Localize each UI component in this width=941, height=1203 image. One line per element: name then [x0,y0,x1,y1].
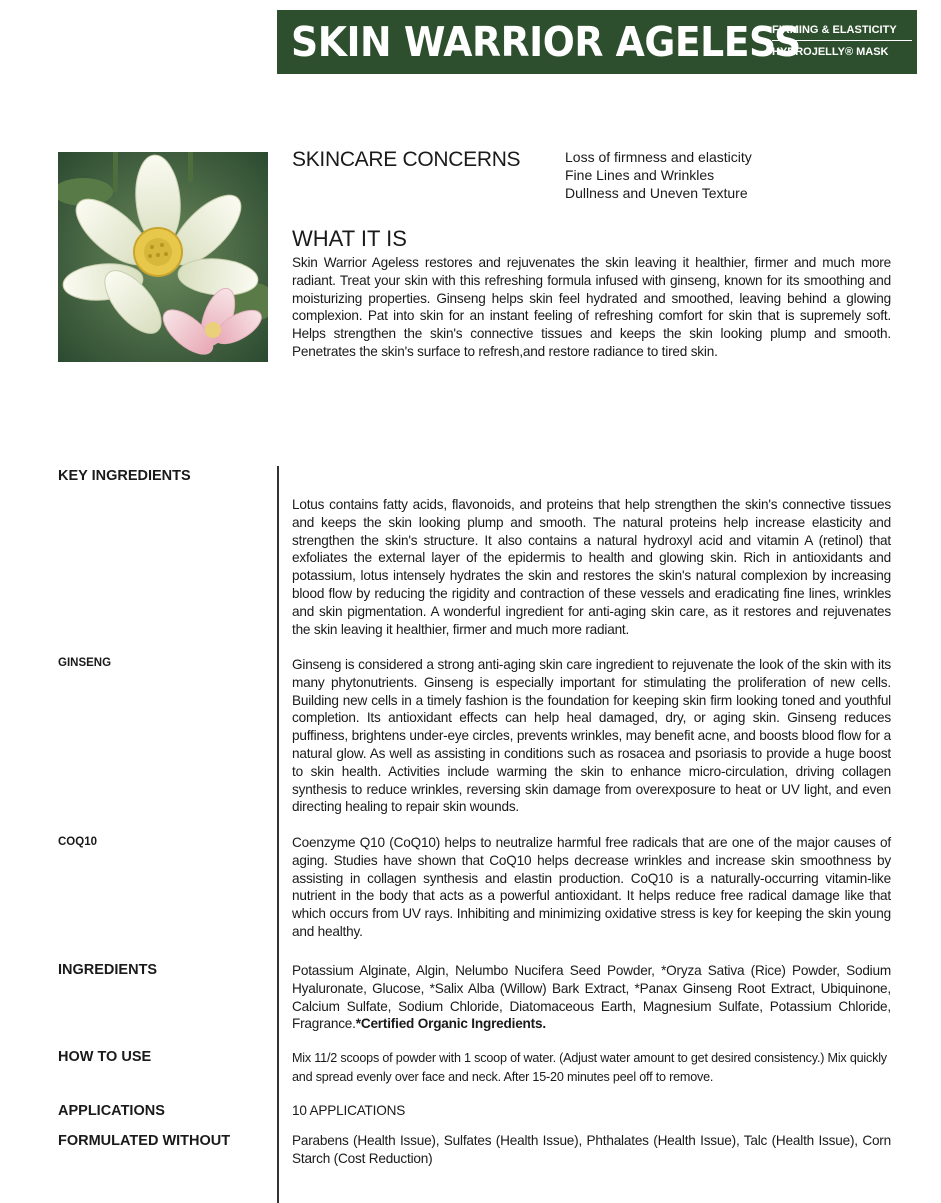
coq10-description: Coenzyme Q10 (CoQ10) helps to neutralize harmful free radicals that are one of the major causes of aging. Studies have shown that CoQ10 helps decrease wrinkles and increase skin smoothness by assisting in collagen synthesis and elastin production. CoQ10 is a naturally-occurring vitamin-like nutrient in the body that acts as a powerful antioxidant. It helps reduce free radical damage like that which occurs from UV rays. Inhibiting and minimizing oxidative stress is key for keeping the skin young and healthy. [292,835,891,939]
lotus-flower-image [58,152,268,362]
product-subtitle [772,22,912,60]
ingredients-list: Potassium Alginate, Algin, Nelumbo Nucifera Seed Powder, *Oryza Sativa (Rice) Powder, Sodium Hyaluronate, Glucose, *Salix Alba (Willow) Bark Extract, *Panax Ginseng Root Extract, Ubiquinone, Calcium Sulfate, Sodium Chloride, Diatomaceous Earth, Magnesium Sulfate, Potassium Chloride, Fragrance. [292,963,891,1032]
ginseng-label: GINSENG [58,657,112,669]
column-divider [277,466,279,1203]
applications-heading: APPLICATIONS [58,1103,165,1119]
product-title: SKIN WARRIOR AGELESS [291,18,801,66]
skincare-concerns-list [565,148,752,202]
skincare-concerns-heading: SKINCARE CONCERNS [292,148,521,171]
key-ingredients-heading: KEY INGREDIENTS [58,468,191,484]
formulated-without-heading: FORMULATED WITHOUT [58,1133,231,1149]
concern-item: Dullness and Uneven Texture [565,185,748,201]
how-to-use-heading: HOW TO USE [58,1049,152,1065]
ingredients-heading: INGREDIENTS [58,962,158,978]
certified-organic-note: *Certified Organic Ingredients. [355,1016,546,1032]
coq10-label: COQ10 [58,836,97,848]
formulated-without-text: Parabens (Health Issue), Sulfates (Health Issue), Phthalates (Health Issue), Talc (Health Issue), Corn Starch (Cost Reduction) [292,1133,891,1166]
what-it-is-heading: WHAT IT IS [292,226,407,251]
what-it-is-text: Skin Warrior Ageless restores and rejuvenates the skin leaving it healthier, firmer and much more radiant. Treat your skin with this refreshing formula infused with ginseng, known for its smoothing and moisturizing properties. Ginseng helps skin feel hydrated and smoothed, leaving behind a glowing complexion. Pat into skin for an instant feeling of refreshing comfort for skin that is supremely soft. Helps strengthen the skin's connective tissues and keeps the skin looking plump and smooth. Penetrates the skin's surface to refresh,and restore radiance to tired skin. [292,255,891,359]
ingredients-text [292,962,891,1033]
how-to-use-text: Mix 11/2 scoops of powder with 1 scoop of water. (Adjust water amount to get desired consistency.) Mix quickly and spread evenly over face and neck. After 15-20 minutes peel off to remove. [292,1051,887,1084]
applications-text: 10 APPLICATIONS [292,1103,406,1118]
subtitle-line-2: HYDROJELLY® MASK [772,46,889,58]
subtitle-line-1: FIRMING & ELASTICITY [772,22,912,41]
lotus-description: Lotus contains fatty acids, flavonoids, and proteins that help strengthen the skin's connective tissues and keeps the skin looking plump and smooth. The natural proteins help increase elasticity and strengthen the skin's structure. It also contains a natural hydroxyl acid and vitamin A (retinol) that exfoliates the external layer of the epidermis to health and glowing skin. Rich in antioxidants and potassium, lotus intensely hydrates the skin and restores the skin's natural complexion by increasing blood flow by reducing the rigidity and contraction of these vessels and eradicating fine lines, wrinkles and skin pigmentation. A wonderful ingredient for anti-aging skin care, as it restores and rejuvenates the skin leaving it healthier, firmer and much more radiant. [292,497,891,637]
ginseng-description: Ginseng is considered a strong anti-aging skin care ingredient to rejuvenate the look of the skin with its many phytonutrients. Ginseng is especially important for stimulating the proliferation of new cells. Building new cells in a timely fashion is the foundation for keeping skin firm looking toned and youthful completion. Its antioxidant effects can help heal damaged, dry, or aging skin. Ginseng reduces puffiness, brightens under-eye circles, prevents wrinkles, may benefit acne, and boosts blood flow for a natural glow. As well as assisting in conditions such as rosacea and psoriasis to provide a huge boost to skin health. Activities include warming the skin to enhance micro-circulation, driving collagen synthesis to reduce wrinkles, reversing skin damage from overexposure to heat or UV light, and even directing healing to repair skin wounds. [292,657,891,815]
concern-item: Fine Lines and Wrinkles [565,167,715,183]
product-banner [277,10,917,74]
concern-item: Loss of firmness and elasticity [565,149,752,165]
